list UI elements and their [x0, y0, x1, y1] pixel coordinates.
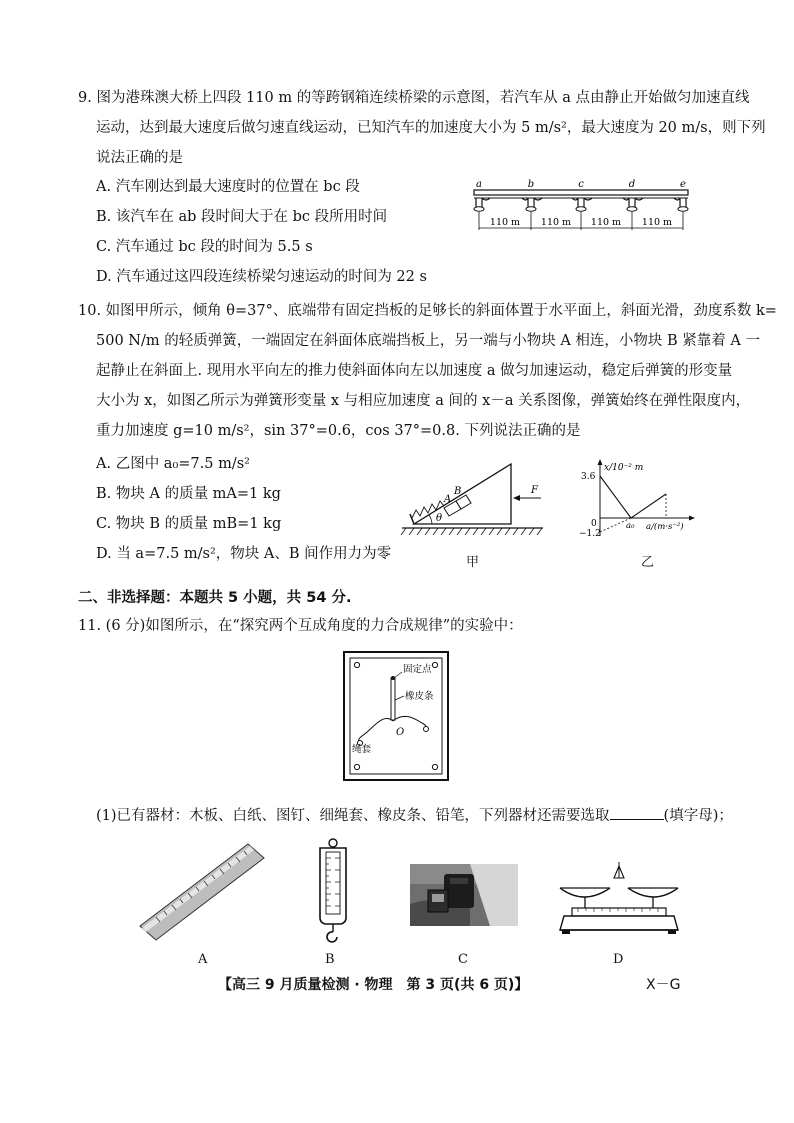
knot-o-label: O: [396, 727, 405, 738]
q10-stem-line4: 大小为 x，如图乙所示为弹簧形变量 x 与相应加速度 a 间的 x－a 关系图像，弹簧始终在弹性限度内，: [96, 393, 751, 409]
bridge-span-3: 110 m: [590, 217, 622, 228]
bridge-point-b: b: [527, 179, 535, 190]
angle-theta-label: θ: [436, 513, 443, 524]
paper-code: X－G: [646, 977, 681, 993]
q10-stem-line3: 起静止在斜面上. 现用水平向左的推力使斜面体向左以加速度 a 做匀加速运动，稳定后弹簧的形变量: [96, 363, 733, 379]
bridge-span-1: 110 m: [489, 217, 521, 228]
block-a-label: A: [444, 494, 452, 505]
bridge-span-2: 110 m: [540, 217, 572, 228]
q9-stem-line3: 说法正确的是: [96, 150, 183, 166]
q9-option-c[interactable]: C. 汽车通过 bc 段的时间为 5.5 s: [96, 239, 313, 255]
q11-sub1: [96, 805, 733, 825]
q10-option-c[interactable]: C. 物块 B 的质量 mB=1 kg: [96, 516, 282, 532]
bridge-diagram: [468, 176, 700, 238]
q11-sub1-suffix: (填字母)；: [663, 808, 733, 824]
block-b-label: B: [454, 486, 462, 497]
ruler-icon[interactable]: [136, 840, 268, 944]
balance-scale-icon[interactable]: [554, 856, 684, 942]
y-tick-neg-1-2: −1.2: [579, 529, 601, 539]
incline-figure: [398, 458, 548, 540]
q10-stem-line2: 500 N/m 的轻质弹簧，一端固定在斜面体底端挡板上，另一端与小物块 A 相连，小物块 B 紧靠着 A 一: [96, 333, 760, 349]
q10-option-d[interactable]: D. 当 a=7.5 m/s²，物块 A、B 间作用力为零: [96, 546, 392, 562]
bridge-point-d: d: [628, 179, 636, 190]
string-loop-label: 绳套: [352, 744, 372, 755]
figure-yi-caption: 乙: [641, 555, 655, 570]
x-a-graph: [578, 456, 706, 542]
x-axis-label: a/(m·s⁻²): [646, 522, 684, 532]
choice-c-label[interactable]: C: [458, 952, 468, 967]
transformer-icon[interactable]: [410, 864, 518, 926]
y-tick-3-6: 3.6: [581, 472, 596, 482]
q11-sub1-prefix: (1)已有器材：木板、白纸、图钉、细绳套、橡皮条、铅笔，下列器材还需要选取: [96, 808, 610, 824]
bridge-point-a: a: [476, 179, 482, 190]
figure-jia-caption: 甲: [466, 555, 480, 570]
q9-stem-line1: 9. 图为港珠澳大桥上四段 110 m 的等跨钢箱连续桥梁的示意图，若汽车从 a 点由静止开始做匀加速直线: [78, 90, 750, 106]
q10-option-a[interactable]: A. 乙图中 a₀=7.5 m/s²: [96, 456, 250, 472]
choice-a-label[interactable]: A: [198, 952, 208, 967]
experiment-board-figure: [342, 650, 450, 784]
origin-label: 0: [591, 519, 597, 529]
bridge-span-4: 110 m: [641, 217, 673, 228]
q10-option-b[interactable]: B. 物块 A 的质量 mA=1 kg: [96, 486, 281, 502]
force-f-label: F: [531, 485, 538, 496]
q10-stem-line1: 10. 如图甲所示，倾角 θ=37°、底端带有固定挡板的足够长的斜面体置于水平面上，斜面光滑，劲度系数 k=: [78, 303, 777, 319]
fixed-point-label: 固定点: [403, 664, 432, 675]
page-footer-title: 【高三 9 月质量检测 · 物理 第 3 页(共 6 页)】: [218, 977, 529, 993]
y-axis-label: x/10⁻² m: [604, 463, 644, 473]
q10-stem-line5: 重力加速度 g=10 m/s²，sin 37°=0.6，cos 37°=0.8. 下列说法正确的是: [96, 423, 581, 439]
choice-d-label[interactable]: D: [613, 952, 624, 967]
q9-option-d[interactable]: D. 汽车通过这四段连续桥梁匀速运动的时间为 22 s: [96, 269, 427, 285]
q11-answer-blank[interactable]: [610, 805, 664, 820]
q9-option-b[interactable]: B. 该汽车在 ab 段时间大于在 bc 段所用时间: [96, 209, 388, 225]
section-2-title: 二、非选择题：本题共 5 小题，共 54 分.: [78, 590, 352, 606]
q9-option-a[interactable]: A. 汽车刚达到最大速度时的位置在 bc 段: [96, 179, 360, 195]
spring-scale-icon[interactable]: [306, 836, 360, 948]
bridge-point-e: e: [680, 179, 686, 190]
q9-stem-line2: 运动，达到最大速度后做匀速直线运动，已知汽车的加速度大小为 5 m/s²，最大速度为 20 m/s，则下列: [96, 120, 766, 136]
choice-b-label[interactable]: B: [325, 952, 335, 967]
a0-label: a₀: [626, 521, 635, 531]
bridge-point-c: c: [578, 179, 584, 190]
q11-stem-line1: 11. (6 分)如图所示，在“探究两个互成角度的力合成规律”的实验中：: [78, 618, 523, 634]
rubber-band-label: 橡皮条: [405, 691, 434, 702]
